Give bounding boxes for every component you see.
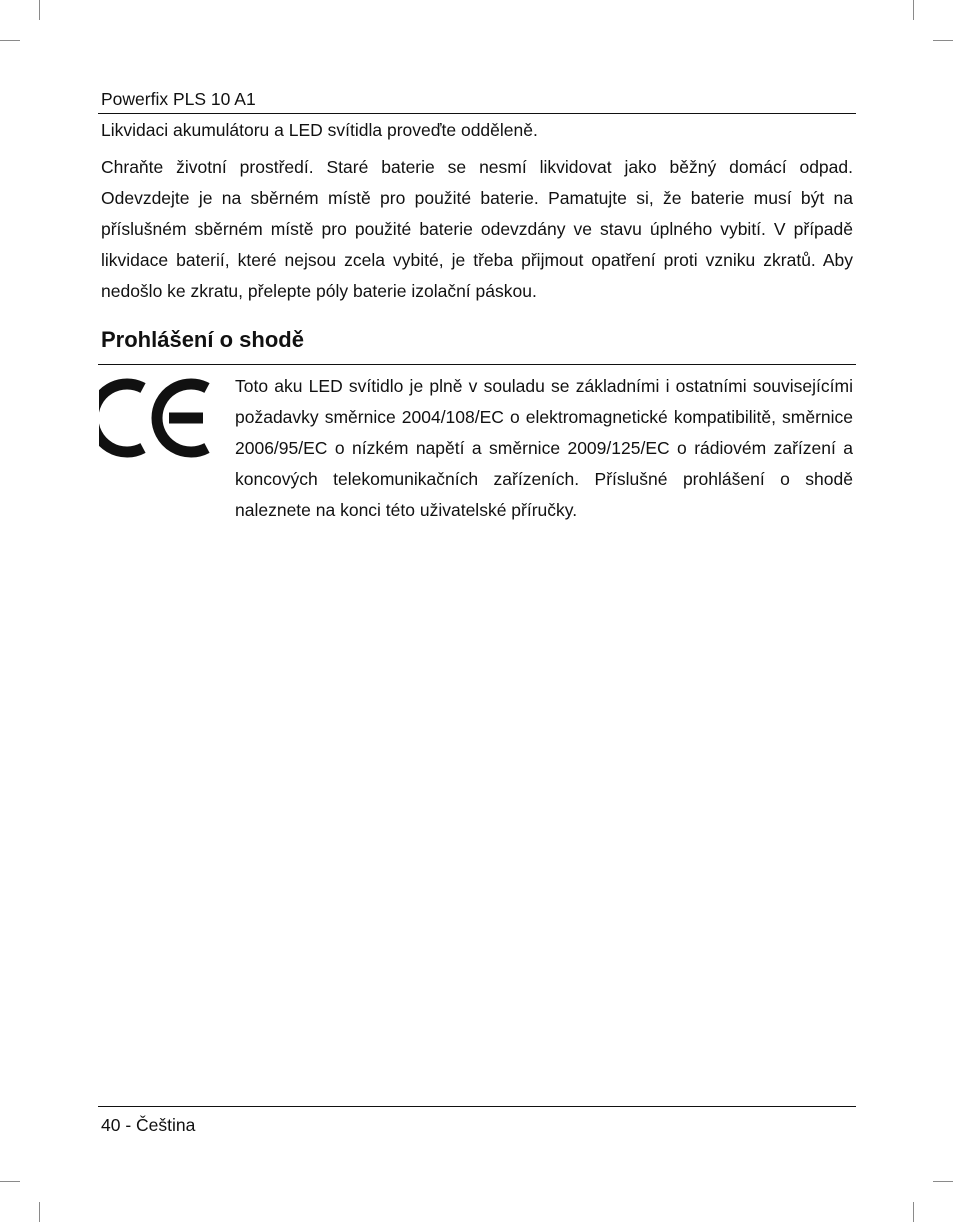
crop-mark-top-left <box>39 0 40 20</box>
crop-mark-left-top <box>0 40 20 41</box>
crop-mark-right-bottom <box>933 1181 953 1182</box>
footer-rule <box>98 1106 856 1107</box>
conformity-heading: Prohlášení o shodě <box>101 327 304 352</box>
ce-mark-icon <box>99 378 211 458</box>
disposal-note: Likvidaci akumulátoru a LED svítidla proveďte odděleně. <box>101 120 538 140</box>
crop-mark-right-top <box>933 40 953 41</box>
environment-paragraph: Chraňte životní prostředí. Staré baterie se nesmí likvidovat jako běžný domácí odpad. Odevzdejte je na sběrném místě pro použité baterie. Pamatujte si, že baterie musí být na příslušném sběrném místě pro použité baterie odevzdány ve stavu úplného vybití. V případě likvidace baterií, které nejsou zcela vybité, je třeba přijmout opatření proti vzniku zkratů. Aby nedošlo ke zkratu, přelepte póly baterie izolační páskou. <box>101 157 853 301</box>
conformity-paragraph: Toto aku LED svítidlo je plně v souladu se základními i ostatními souvisejícími požadavky směrnice 2004/108/EC o elektromagnetické kompatibilitě, směrnice 2006/95/EC o nízkém napětí a směrnice 2009/125/EC o rádiovém zařízení a koncových telekomunikačních zařízeních. Příslušné prohlášení o shodě naleznete na konci této uživatelské příručky. <box>235 376 853 520</box>
crop-mark-left-bottom <box>0 1181 20 1182</box>
document-header-title: Powerfix PLS 10 A1 <box>101 89 256 109</box>
crop-mark-bottom-left <box>39 1202 40 1222</box>
crop-mark-top-right <box>913 0 914 20</box>
crop-mark-bottom-right <box>913 1202 914 1222</box>
header-rule <box>98 113 856 114</box>
page-number-label: 40 - Čeština <box>101 1115 196 1135</box>
section-rule <box>98 364 856 365</box>
